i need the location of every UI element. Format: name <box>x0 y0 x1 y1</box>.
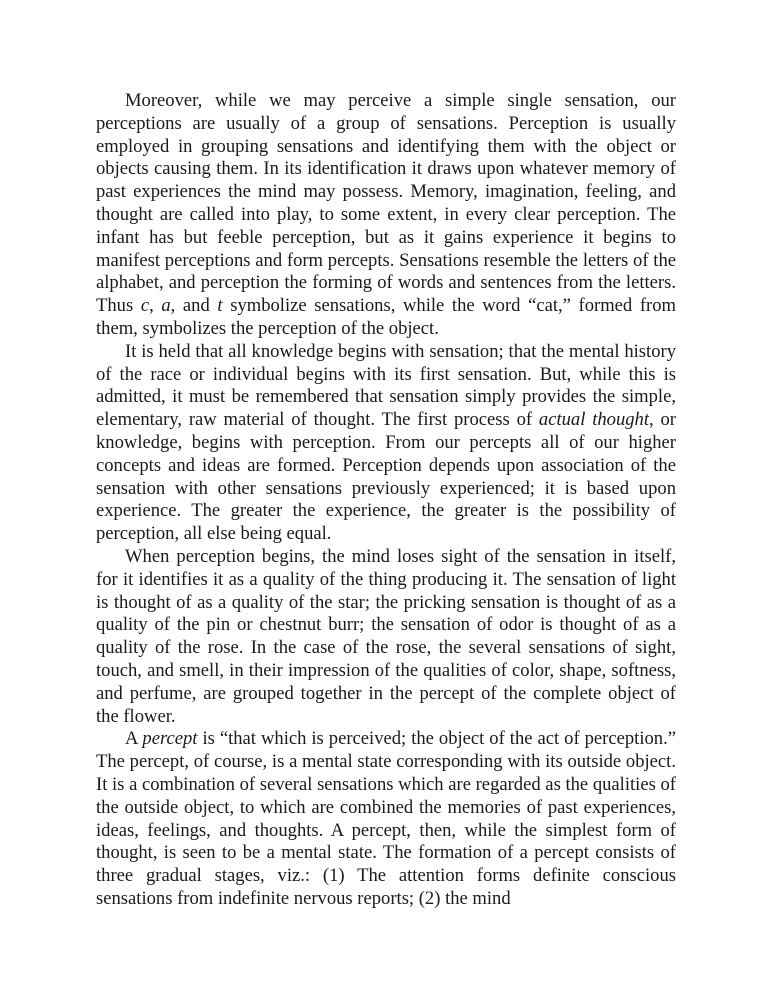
text-run: When perception begins, the mind loses sight of the sensation in itself, for it identifies it as a quality of the thing producing it. The sensation of light is thought of as a quality of the star; the pricking sensation is thought of as a quality of the pin or chestnut burr; the sensation of odor is thought of as a quality of the rose. In the case of the rose, the several sensations of sight, touch, and smell, in their impression of the qualities of color, shape, softness, and perfume, are grouped together in the percept of the complete object of the flower. <box>96 545 676 727</box>
text-run: , or knowledge, begins with perception. From our percepts all of our higher concepts and ideas are formed. Perception depends upon association of the sensation with other sensations previously experienced; it is based upon experience. The greater the experience, the greater is the possibility of perception, all else being equal. <box>96 409 676 545</box>
italic-text: percept <box>142 728 198 750</box>
text-run: , <box>149 295 162 317</box>
paragraph-4 <box>96 728 676 910</box>
paragraph-1 <box>96 90 676 341</box>
italic-text: c <box>140 295 150 317</box>
text-run: , and <box>170 295 218 317</box>
paragraph-3 <box>96 546 676 728</box>
italic-text: t <box>217 295 223 317</box>
paragraph-2 <box>96 341 676 546</box>
text-run: Moreover, while we may perceive a simple single sensation, our perceptions are usually of a group of sensations. Perception is usually employed in grouping sensations and identifying them with the object or objects causing them. In its identification it draws upon whatever memory of past experiences the mind may possess. Memory, imagination, feeling, and thought are called into play, to some extent, in every clear perception. The infant has but feeble perception, but as it gains experience it begins to manifest perceptions and form percepts. Sensations resemble the letters of the alphabet, and perception the forming of words and sentences from the letters. Thus <box>96 90 676 317</box>
document-page <box>96 90 676 911</box>
text-run: It is held that all knowledge begins with sensation; that the mental history of the race or individual begins with its first sensation. But, while this is admitted, it must be remembered that sensation simply provides the simple, elementary, raw material of thought. The first process of <box>96 340 676 431</box>
italic-text: a <box>161 295 171 317</box>
text-run: A <box>125 728 143 750</box>
text-run: is “that which is perceived; the object of the act of perception.” The percept, of course, is a mental state corresponding with its outside object. It is a combination of several sensations which are regarded as the qualities of the outside object, to which are combined the memories of past experiences, ideas, feelings, and thoughts. A percept, then, while the simplest form of thought, is seen to be a mental state. The formation of a percept consists of three gradual stages, viz.: (1) The attention forms definite conscious sensations from indefinite nervous reports; (2) the mind <box>96 728 676 909</box>
italic-text: actual thought <box>538 409 650 431</box>
text-run: symbolize sensations, while the word “cat,” formed from them, symbolizes the perception of the object. <box>96 295 676 339</box>
